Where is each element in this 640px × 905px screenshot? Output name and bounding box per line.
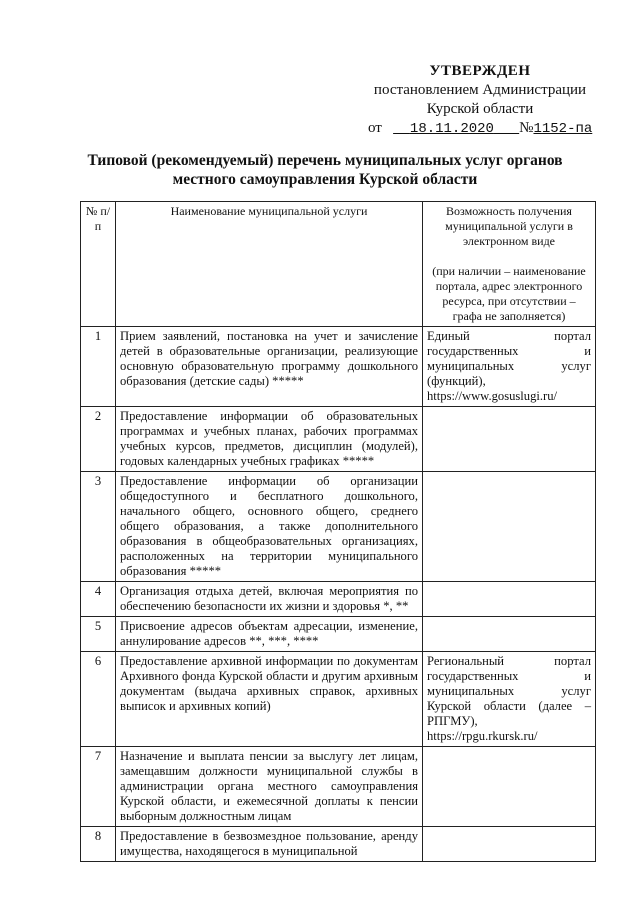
electronic-availability <box>423 582 596 617</box>
service-name: Предоставление информации об организации общедоступного и бесплатного дошкольного, начального общего, основного общего, среднего общего образования, а также дополнительного образования в общеобразовательных организациях, расположенных на территории муниципального образования ***** <box>116 472 423 582</box>
approval-date: 18.11.2020 <box>409 121 494 137</box>
table-header-row <box>81 202 596 327</box>
electronic-availability: Региональный портал государственных и муниципальных услуг Курской области (далее – РПГМУ), https://rpgu.rkursk.ru/ <box>423 652 596 747</box>
table-row <box>81 582 596 617</box>
header-electronic <box>423 202 596 327</box>
table-row <box>81 327 596 407</box>
electronic-availability: Единый портал государственных и муниципальных услуг (функций), https://www.gosuslugi.ru/ <box>423 327 596 407</box>
service-name: Присвоение адресов объектам адресации, изменение, аннулирование адресов **, ***, **** <box>116 617 423 652</box>
table-row <box>81 747 596 827</box>
row-number: 1 <box>81 327 116 407</box>
service-name: Прием заявлений, постановка на учет и зачисление детей в образовательные организации, реализующие основную образовательную программу дошкольного образования (детские сады) ***** <box>116 327 423 407</box>
approval-line-2: Курской области <box>426 101 534 117</box>
table-row <box>81 472 596 582</box>
approval-date-line <box>360 119 600 139</box>
service-name: Предоставление в безвозмездное пользование, аренду имущества, находящегося в муниципальной <box>116 827 423 862</box>
table-row <box>81 652 596 747</box>
approval-line-1: постановлением Администрации <box>373 82 587 98</box>
row-number: 4 <box>81 582 116 617</box>
electronic-availability <box>423 472 596 582</box>
service-name: Организация отдыха детей, включая мероприятия по обеспечению безопасности их жизни и здоровья *, ** <box>116 582 423 617</box>
service-name: Предоставление информации об образовательных программах и учебных планах, рабочих программах учебных курсов, предметов, дисциплин (модулей), годовых календарных учебных графиках ***** <box>116 407 423 472</box>
electronic-availability <box>423 747 596 827</box>
header-num: № п/п <box>81 202 116 327</box>
electronic-availability <box>423 407 596 472</box>
service-name: Назначение и выплата пенсии за выслугу лет лицам, замещавшим должности муниципальной службы в администрации органа местного самоуправления Курской области, и ежемесячной доплаты к пенсии выборным должностным лицам <box>116 747 423 827</box>
services-table <box>80 201 596 862</box>
row-number: 2 <box>81 407 116 472</box>
number-prefix: № <box>519 120 534 136</box>
electronic-availability <box>423 617 596 652</box>
service-name: Предоставление архивной информации по документам Архивного фонда Курской области и другим архивным документам (выдача архивных справок, архивных выписок и архивных копий) <box>116 652 423 747</box>
row-number: 7 <box>81 747 116 827</box>
table-row <box>81 407 596 472</box>
document-title <box>60 151 590 189</box>
header-name: Наименование муниципальной услуги <box>116 202 423 327</box>
header-electronic-note: (при наличии – наименование портала, адрес электронного ресурса, при отсутствии – графа не заполняется) <box>432 264 586 323</box>
title-line-2: местного самоуправления Курской области <box>172 171 478 188</box>
table-row <box>81 827 596 862</box>
title-line-1: Типовой (рекомендуемый) перечень муниципальных услуг органов <box>87 152 563 169</box>
electronic-availability <box>423 827 596 862</box>
date-prefix: от <box>368 120 382 136</box>
table-row <box>81 617 596 652</box>
header-electronic-title: Возможность получения муниципальной услуги в электронном виде <box>445 204 573 248</box>
row-number: 5 <box>81 617 116 652</box>
row-number: 6 <box>81 652 116 747</box>
row-number: 8 <box>81 827 116 862</box>
approval-block <box>360 62 600 139</box>
approval-heading: УТВЕРЖДЕН <box>429 63 531 79</box>
approval-number: 1152-па <box>533 121 593 137</box>
row-number: 3 <box>81 472 116 582</box>
